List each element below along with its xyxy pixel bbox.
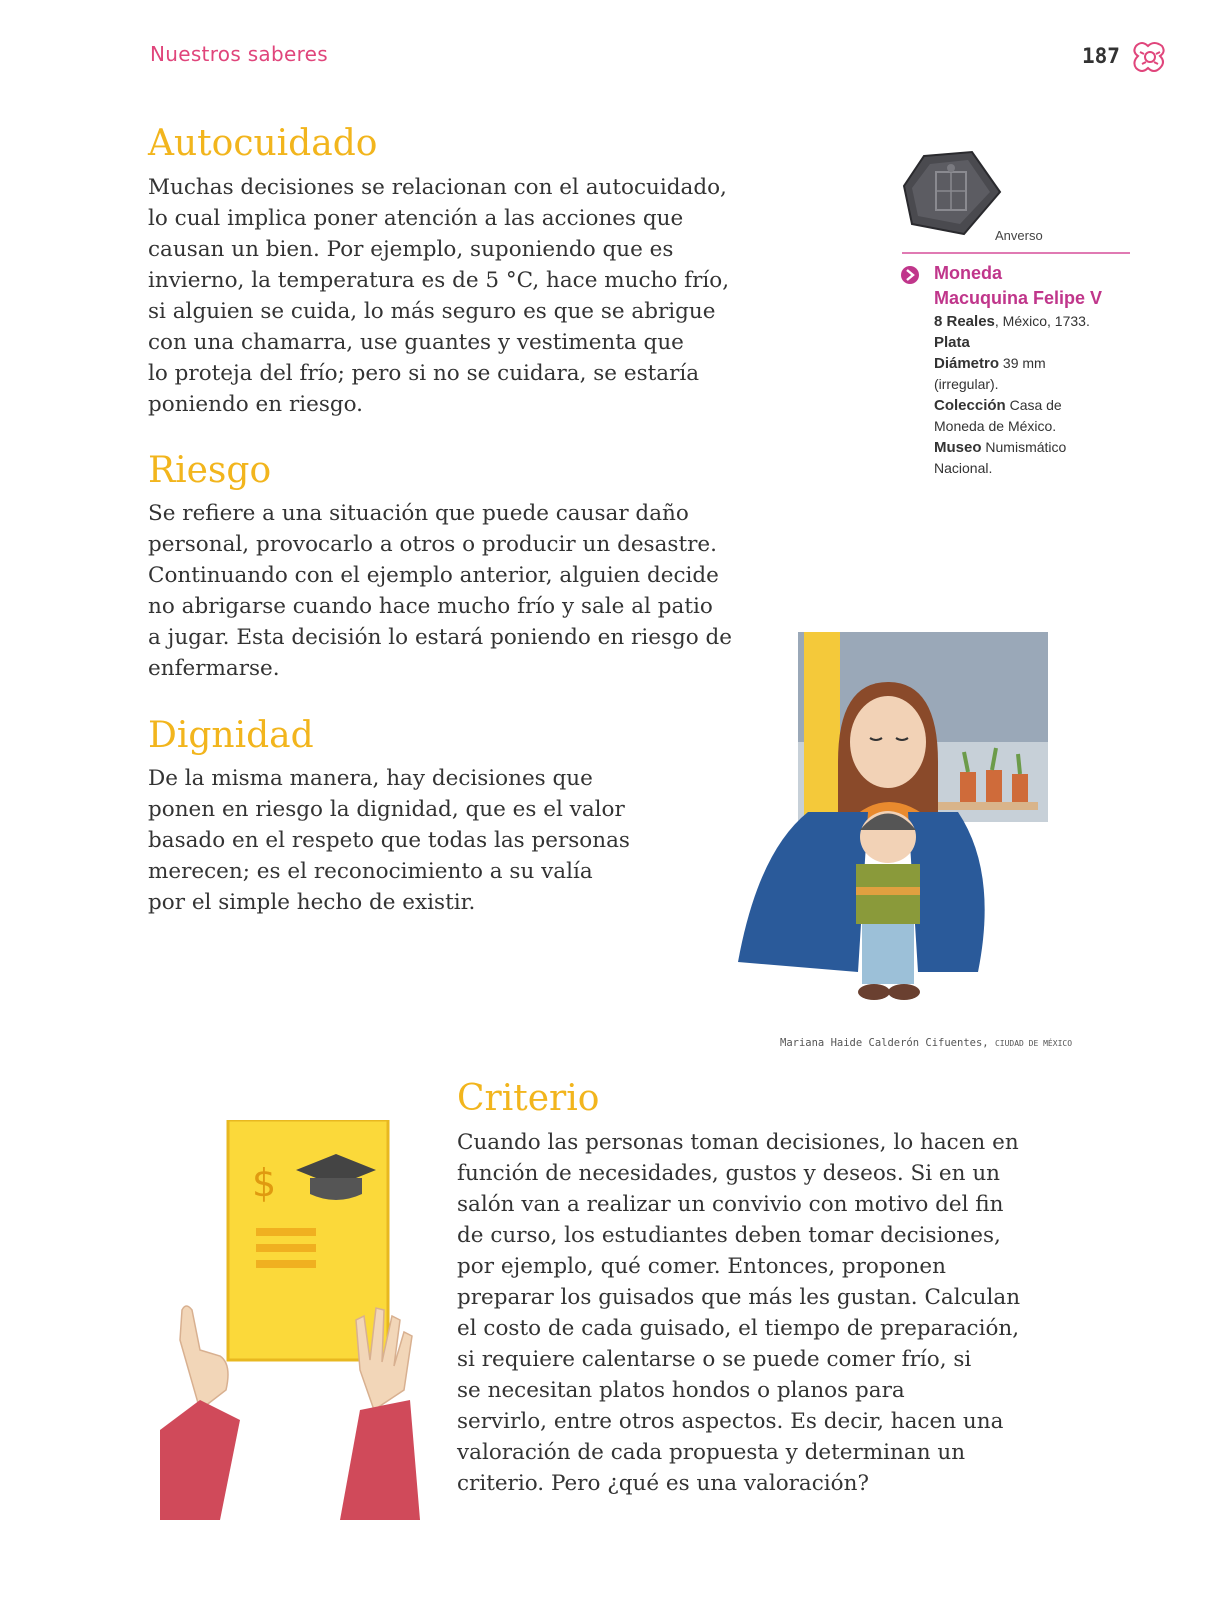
text-line: merecen; es el reconocimiento a su valía xyxy=(148,859,593,884)
credit-place: CIUDAD DE MÉXICO xyxy=(994,1039,1073,1048)
text-line: De la misma manera, hay decisiones que xyxy=(148,766,593,791)
text-line: poniendo en riesgo. xyxy=(148,392,364,417)
coin-collection-value: Casa de xyxy=(1005,397,1062,413)
text-line: valoración de cada propuesta y determinan un xyxy=(457,1440,966,1465)
text-line: Muchas decisiones se relacionan con el autocuidado, xyxy=(148,175,727,200)
credit-name: Mariana Haide Calderón Cifuentes, xyxy=(780,1037,989,1049)
coin-collection-label: Colección xyxy=(934,397,1006,414)
text-line: lo proteja del frío; pero si no se cuidara, se estaría xyxy=(148,361,700,386)
text-line: por ejemplo, qué comer. Entonces, proponen xyxy=(457,1254,946,1279)
text-line: invierno, la temperatura es de 5 °C, hace mucho frío, xyxy=(148,268,730,293)
coin-diameter-label: Diámetro xyxy=(934,355,1000,372)
text-line: por el simple hecho de existir. xyxy=(148,890,476,915)
section-title-autocuidado: Autocuidado xyxy=(148,123,378,164)
chevron-right-icon xyxy=(900,265,920,285)
text-line: Continuando con el ejemplo anterior, alguien decide xyxy=(148,563,719,588)
text-line: preparar los guisados que más les gustan. Calculan xyxy=(457,1285,1021,1310)
coin-reales-label: 8 Reales xyxy=(934,313,995,330)
text-line: no abrigarse cuando hace mucho frío y sale al patio xyxy=(148,594,713,619)
text-line: si alguien se cuida, lo más seguro es que se abrigue xyxy=(148,299,716,324)
illustration-credit xyxy=(780,1037,1072,1049)
coin-museum-label: Museo xyxy=(934,439,982,456)
coin-image xyxy=(902,150,1002,240)
text-line: Cuando las personas toman decisiones, lo hacen en xyxy=(457,1130,1019,1155)
text-line: lo cual implica poner atención a las acciones que xyxy=(148,206,684,231)
coin-caption: Anverso xyxy=(995,228,1043,243)
section-title-dignidad: Dignidad xyxy=(148,715,314,756)
coin-reales-value: , México, 1733. xyxy=(994,313,1090,329)
paragraph-riesgo xyxy=(148,498,732,684)
paragraph-dignidad xyxy=(148,763,630,918)
paragraph-criterio xyxy=(457,1127,1020,1499)
divider xyxy=(902,252,1130,254)
coin-title-line: Macuquina Felipe V xyxy=(934,288,1103,308)
coin-diameter-note: (irregular). xyxy=(934,376,999,392)
text-line: ponen en riesgo la dignidad, que es el valor xyxy=(148,797,625,822)
coin-title-line: Moneda xyxy=(934,263,1003,283)
text-line: basado en el respeto que todas las personas xyxy=(148,828,630,853)
coin-museum-value: Numismático xyxy=(981,439,1067,455)
ornament-glyph-icon xyxy=(1130,38,1170,78)
text-line: a jugar. Esta decisión lo estará poniendo en riesgo de xyxy=(148,625,732,650)
paragraph-autocuidado xyxy=(148,172,729,420)
text-line: de curso, los estudiantes deben tomar decisiones, xyxy=(457,1223,1001,1248)
coin-material: Plata xyxy=(934,334,970,351)
coin-museum-value-2: Nacional. xyxy=(934,460,993,476)
page-number: 187 xyxy=(1082,44,1120,68)
coin-title xyxy=(934,261,1102,311)
coin-details xyxy=(934,311,1134,479)
text-line: se necesitan platos hondos o planos para xyxy=(457,1378,905,1403)
coin-diameter-value: 39 mm xyxy=(999,355,1046,371)
text-line: criterio. Pero ¿qué es una valoración? xyxy=(457,1471,869,1496)
text-line: el costo de cada guisado, el tiempo de preparación, xyxy=(457,1316,1020,1341)
text-line: servirlo, entre otros aspectos. Es decir, hacen una xyxy=(457,1409,1004,1434)
section-title-riesgo: Riesgo xyxy=(148,450,272,491)
section-title-criterio: Criterio xyxy=(457,1078,600,1119)
illustration-mother-child xyxy=(738,632,1058,1022)
running-header: Nuestros saberes xyxy=(150,42,328,66)
text-line: si requiere calentarse o se puede comer frío, si xyxy=(457,1347,972,1372)
text-line: función de necesidades, gustos y deseos. Si en un xyxy=(457,1161,1001,1186)
coin-collection-value-2: Moneda de México. xyxy=(934,418,1057,434)
illustration-hands-paper xyxy=(160,1120,450,1520)
svg-text:$: $ xyxy=(252,1161,277,1205)
text-line: causan un bien. Por ejemplo, suponiendo que es xyxy=(148,237,674,262)
text-line: salón van a realizar un convivio con motivo del fin xyxy=(457,1192,1004,1217)
text-line: Se refiere a una situación que puede causar daño xyxy=(148,501,689,526)
text-line: enfermarse. xyxy=(148,656,280,681)
text-line: personal, provocarlo a otros o producir un desastre. xyxy=(148,532,717,557)
text-line: con una chamarra, use guantes y vestimenta que xyxy=(148,330,684,355)
